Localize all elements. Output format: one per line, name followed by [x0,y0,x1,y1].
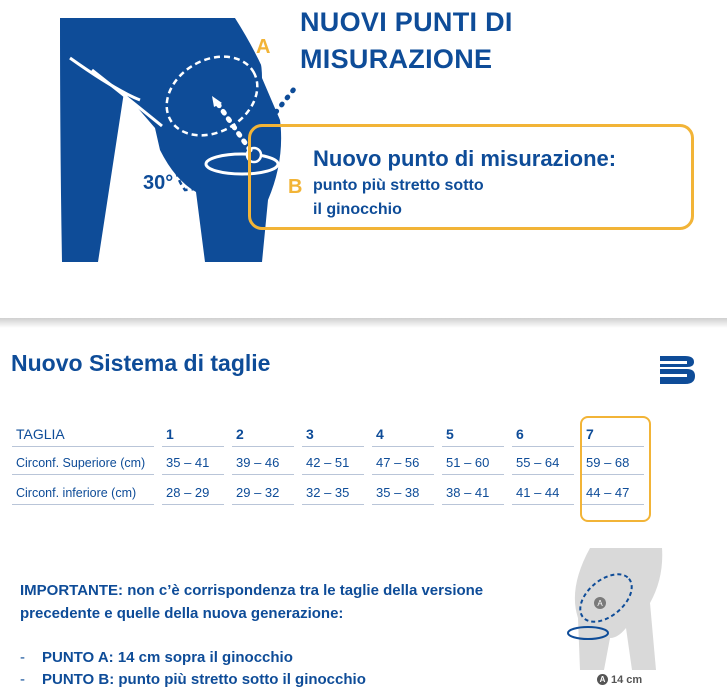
angle-label: 30° [143,172,174,194]
mini-caption-text: 14 cm [611,674,643,686]
size-header-row [8,422,652,450]
size-header-label: TAGLIA [8,422,162,450]
hero-title-line2: MISURAZIONE [300,44,493,74]
table-cell: 38 – 41 [442,480,512,510]
callout-sub-line2: il ginocchio [313,201,402,218]
row-label-lower: Circonf. inferiore (cm) [8,480,162,510]
section-title: Nuovo Sistema di taglie [11,350,271,376]
mini-marker-letter: A [597,599,603,608]
brand-logo-icon [657,352,697,388]
size-table [8,422,652,510]
bullet-text-point-b: PUNTO B: punto più stretto sotto il ginocchio [42,671,366,688]
highlighted-size-column [580,416,651,522]
callout-subtitle [313,174,543,222]
mini-leg-shape [575,548,662,670]
size-6: 6 [512,422,582,450]
list-item [20,671,366,688]
table-cell: 55 – 64 [512,450,582,480]
table-cell: 47 – 56 [372,450,442,480]
table-cell: 59 – 68 [582,450,652,480]
table-cell: 41 – 44 [512,480,582,510]
table-cell: 29 – 32 [232,480,302,510]
row-label-upper: Circonf. Superiore (cm) [8,450,162,480]
important-line1: IMPORTANTE: non c’è corrispondenza tra le taglie della versione [20,582,484,599]
point-b-label: B [288,176,303,198]
hero-title [300,4,513,78]
size-4: 4 [372,422,442,450]
table-cell: 35 – 38 [372,480,442,510]
table-cell: 28 – 29 [162,480,232,510]
size-3: 3 [302,422,372,450]
point-a-label: A [256,36,271,58]
callout-sub-line1: punto più stretto sotto [313,177,484,194]
table-row [8,480,652,510]
size-1: 1 [162,422,232,450]
important-line2: precedente e quelle della nuova generazione: [20,605,344,622]
table-cell: 44 – 47 [582,480,652,510]
hero-title-line1: NUOVI PUNTI DI [300,7,513,37]
size-5: 5 [442,422,512,450]
table-cell: 32 – 35 [302,480,372,510]
bullet-dash: - [20,649,25,666]
bullet-dash: - [20,671,25,688]
section-divider [0,318,727,328]
list-item [20,649,293,666]
table-cell: 51 – 60 [442,450,512,480]
table-cell: 42 – 51 [302,450,372,480]
size-2: 2 [232,422,302,450]
callout-title: Nuovo punto di misurazione: [313,146,617,171]
important-notice [20,579,540,625]
mini-caption [597,674,642,686]
mini-caption-marker: A [597,674,608,685]
mini-knee-diagram [560,548,670,673]
bullet-text-point-a: PUNTO A: 14 cm sopra il ginocchio [42,649,293,666]
table-cell: 39 – 46 [232,450,302,480]
table-cell: 35 – 41 [162,450,232,480]
table-row [8,450,652,480]
size-7: 7 [582,422,652,450]
